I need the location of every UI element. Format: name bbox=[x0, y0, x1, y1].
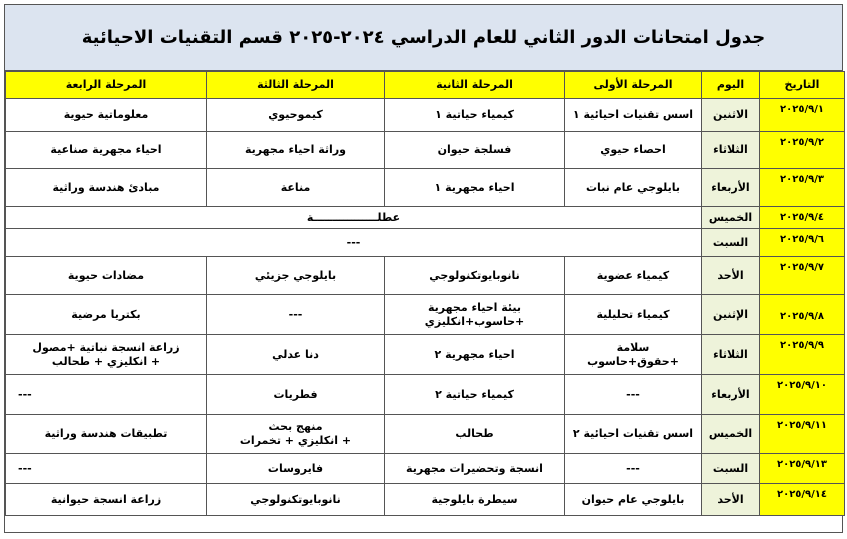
table-row bbox=[6, 207, 845, 229]
page-title: جدول امتحانات الدور الثاني للعام الدراسي ٢٠٢٤-٢٠٢٥ قسم التقنيات الاحيائية bbox=[5, 5, 842, 71]
cell-stage1: اسس تقنيات احيائية ٢ bbox=[565, 415, 702, 454]
cell-stage1: بايلوجي عام حيوان bbox=[565, 484, 702, 516]
table-row bbox=[6, 295, 845, 335]
header-date: التاريخ bbox=[760, 72, 845, 99]
cell-stage4: معلوماتية حيوية bbox=[6, 99, 207, 132]
table-row bbox=[6, 415, 845, 454]
cell-stage1: سلامة +حقوق+حاسوب bbox=[565, 335, 702, 375]
cell-day: الثلاثاء bbox=[702, 132, 760, 169]
cell-day: الخميس bbox=[702, 207, 760, 229]
cell-stage3: بايلوجي جزيئي bbox=[207, 257, 385, 295]
holiday-cell: عطلـــــــــــــــــة bbox=[6, 207, 702, 229]
header-stage3: المرحلة الثالثة bbox=[207, 72, 385, 99]
cell-line: منهج بحث bbox=[268, 420, 323, 433]
header-stage1: المرحلة الأولى bbox=[565, 72, 702, 99]
cell-date: ٢٠٢٥/٩/١٣ bbox=[760, 454, 845, 484]
cell-line: +حاسوب+انكليزي bbox=[424, 314, 525, 328]
cell-stage2: نانوبايوتكنولوجي bbox=[385, 257, 565, 295]
cell-date: ٢٠٢٥/٩/٦ bbox=[760, 229, 845, 257]
cell-stage3: دنا عدلي bbox=[207, 335, 385, 375]
empty-day-cell: --- bbox=[6, 229, 702, 257]
cell-stage1: بايلوجي عام نبات bbox=[565, 169, 702, 207]
cell-day: الخميس bbox=[702, 415, 760, 454]
cell-date: ٢٠٢٥/٩/٧ bbox=[760, 257, 845, 295]
table-row bbox=[6, 335, 845, 375]
cell-stage3: نانوبايوتكنولوجي bbox=[207, 484, 385, 516]
cell-stage3: --- bbox=[207, 295, 385, 335]
table-row bbox=[6, 454, 845, 484]
cell-stage3: كيموحيوي bbox=[207, 99, 385, 132]
cell-day: الأحد bbox=[702, 484, 760, 516]
cell-day: الأربعاء bbox=[702, 375, 760, 415]
cell-line: + انكليزي + طحالب bbox=[51, 354, 161, 368]
cell-stage1: اسس تقنيات احيائية ١ bbox=[565, 99, 702, 132]
table-row bbox=[6, 169, 845, 207]
cell-stage1: كيمياء تحليلية bbox=[565, 295, 702, 335]
schedule-table bbox=[5, 71, 845, 516]
table-row bbox=[6, 484, 845, 516]
cell-stage4: بكتريا مرضية bbox=[6, 295, 207, 335]
cell-date: ٢٠٢٥/٩/٢ bbox=[760, 132, 845, 169]
cell-stage1: --- bbox=[565, 375, 702, 415]
table-row bbox=[6, 99, 845, 132]
cell-stage4: مضادات حيوية bbox=[6, 257, 207, 295]
cell-stage3: فطريات bbox=[207, 375, 385, 415]
header-stage2: المرحلة الثانية bbox=[385, 72, 565, 99]
cell-date: ٢٠٢٥/٩/٣ bbox=[760, 169, 845, 207]
cell-stage4: تطبيقات هندسة وراثية bbox=[6, 415, 207, 454]
cell-stage2: طحالب bbox=[385, 415, 565, 454]
cell-stage4: احياء مجهرية صناعية bbox=[6, 132, 207, 169]
cell-date: ٢٠٢٥/٩/١١ bbox=[760, 415, 845, 454]
cell-stage1: كيمياء عضوية bbox=[565, 257, 702, 295]
cell-day: الإثنين bbox=[702, 295, 760, 335]
cell-date: ٢٠٢٥/٩/٤ bbox=[760, 207, 845, 229]
cell-date: ٢٠٢٥/٩/١٤ bbox=[760, 484, 845, 516]
header-row bbox=[6, 72, 845, 99]
cell-stage3: فايروسات bbox=[207, 454, 385, 484]
cell-stage3: مناعة bbox=[207, 169, 385, 207]
cell-line: + انكليزي + تخمرات bbox=[239, 434, 352, 447]
cell-stage2: فسلجة حيوان bbox=[385, 132, 565, 169]
cell-stage2: احياء مجهرية ٢ bbox=[385, 335, 565, 375]
table-row bbox=[6, 229, 845, 257]
cell-stage2: انسجة وتحضيرات مجهرية bbox=[385, 454, 565, 484]
cell-stage2: كيمياء حياتية ٢ bbox=[385, 375, 565, 415]
cell-day: السبت bbox=[702, 229, 760, 257]
cell-day: السبت bbox=[702, 454, 760, 484]
cell-line: زراعة انسجة نباتية +مصول bbox=[32, 340, 180, 354]
cell-stage3: وراثة احياء مجهرية bbox=[207, 132, 385, 169]
cell-date: ٢٠٢٥/٩/١ bbox=[760, 99, 845, 132]
header-stage4: المرحلة الرابعة bbox=[6, 72, 207, 99]
table-row bbox=[6, 375, 845, 415]
exam-schedule-sheet bbox=[4, 4, 843, 533]
cell-stage4: --- bbox=[6, 454, 207, 484]
cell-stage2: سيطرة بايلوجية bbox=[385, 484, 565, 516]
cell-stage3 bbox=[207, 415, 385, 454]
cell-date: ٢٠٢٥/٩/٨ bbox=[760, 295, 845, 335]
cell-stage1: --- bbox=[565, 454, 702, 484]
cell-stage2: احياء مجهرية ١ bbox=[385, 169, 565, 207]
cell-stage4: مبادئ هندسة وراثية bbox=[6, 169, 207, 207]
cell-stage4 bbox=[6, 335, 207, 375]
cell-day: الأحد bbox=[702, 257, 760, 295]
cell-stage2 bbox=[385, 295, 565, 335]
cell-date: ٢٠٢٥/٩/١٠ bbox=[760, 375, 845, 415]
cell-date: ٢٠٢٥/٩/٩ bbox=[760, 335, 845, 375]
table-row bbox=[6, 132, 845, 169]
cell-stage1: احصاء حيوي bbox=[565, 132, 702, 169]
cell-stage2: كيمياء حياتية ١ bbox=[385, 99, 565, 132]
cell-line: بيئة احياء مجهرية bbox=[427, 300, 522, 314]
cell-day: الاثنين bbox=[702, 99, 760, 132]
cell-day: الثلاثاء bbox=[702, 335, 760, 375]
table-row bbox=[6, 257, 845, 295]
cell-stage4: زراعة انسجة حيوانية bbox=[6, 484, 207, 516]
cell-stage4: --- bbox=[6, 375, 207, 415]
cell-day: الأربعاء bbox=[702, 169, 760, 207]
header-day: اليوم bbox=[702, 72, 760, 99]
